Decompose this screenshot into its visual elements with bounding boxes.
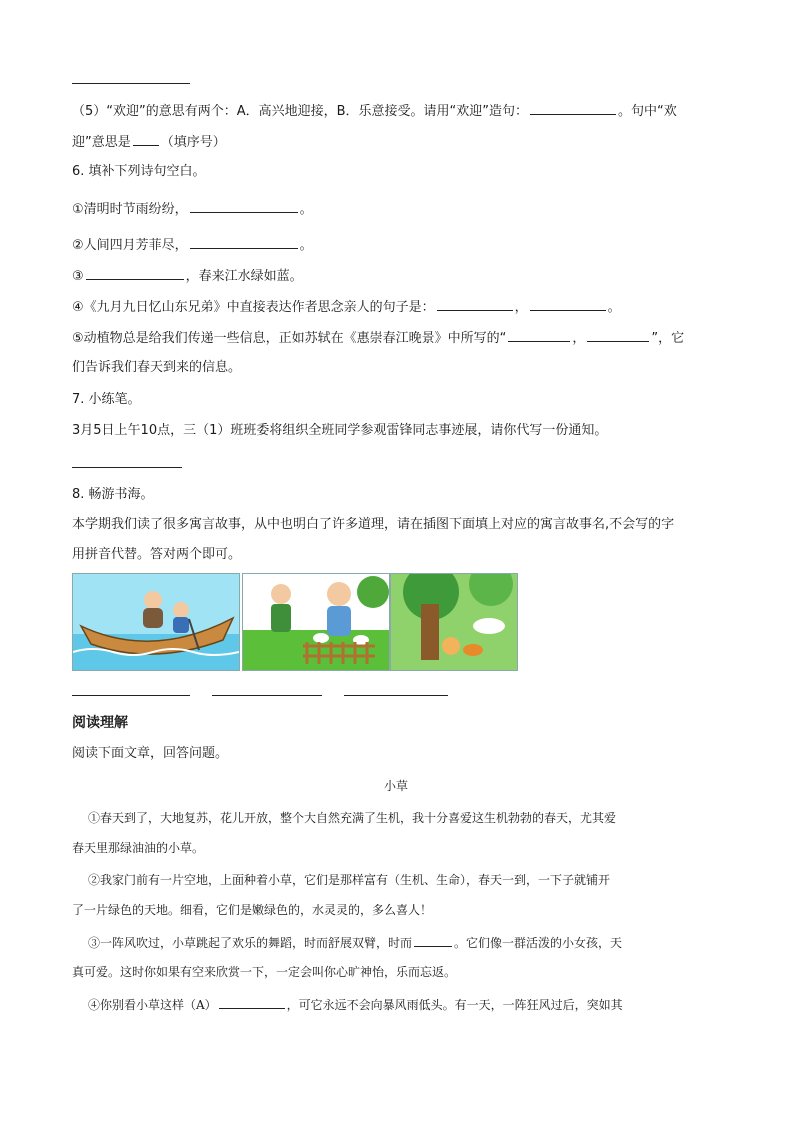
para-3-text-a: ③一阵风吹过，小草跳起了欢乐的舞蹈，时而舒展双臂，时而 bbox=[88, 936, 413, 950]
poem-3-text: ，春来江水绿如蓝。 bbox=[185, 269, 303, 284]
poem-4-blank-1[interactable] bbox=[437, 296, 513, 311]
sheep-pen-icon bbox=[243, 574, 389, 670]
para-4-text-b: ，可它永远不会向暴风雨低头。有一天，一阵狂风过后，突如其 bbox=[286, 998, 623, 1012]
para-3-line-1 bbox=[88, 932, 622, 953]
boat-fable-illustration bbox=[72, 573, 240, 671]
reading-instruction: 阅读下面文章，回答问题。 bbox=[72, 746, 229, 761]
para-3-line-2: 真可爱。这时你如果有空来欣赏一下，一定会叫你心旷神怡，乐而忘返。 bbox=[72, 965, 457, 979]
question-8-text-1: 本学期我们读了很多寓言故事，从中也明白了许多道理，请在插图下面填上对应的寓言故事名,不会写的字 bbox=[72, 517, 675, 532]
poem-1-end: 。 bbox=[299, 202, 313, 217]
poem-5-text-b: ”，它 bbox=[651, 331, 685, 346]
answer-line bbox=[72, 83, 190, 84]
poem-4-comma: ， bbox=[514, 300, 528, 315]
tree-fable-illustration bbox=[390, 573, 518, 671]
question-6-title: 6. 填补下列诗句空白。 bbox=[72, 164, 206, 179]
question-7-text: 3月5日上午10点，三（1）班班委将组织全班同学参观雷锋同志事迹展，请你代写一份通知。 bbox=[72, 423, 608, 438]
q5-text-a: （5）“欢迎”的意思有两个：A．高兴地迎接，B．乐意接受。请用“欢迎”造句： bbox=[72, 104, 529, 119]
boat-scene-icon bbox=[73, 574, 239, 670]
poem-line-5 bbox=[72, 327, 684, 349]
question-5-line-1 bbox=[72, 100, 677, 122]
sheep-fable-illustration bbox=[242, 573, 390, 671]
poem-3-marker: ③ bbox=[72, 269, 84, 284]
poem-5-text: ⑤动植物总是给我们传递一些信息，正如苏轼在《惠崇春江晚景》中所写的“ bbox=[72, 331, 507, 346]
reading-heading: 阅读理解 bbox=[72, 715, 128, 731]
para-1-line-1: ①春天到了，大地复苏，花儿开放，整个大自然充满了生机，我十分喜爱这生机勃勃的春天，尤其爱 bbox=[88, 811, 617, 825]
poem-3-blank[interactable] bbox=[86, 265, 184, 280]
para-2-line-1: ②我家门前有一片空地，上面种着小草，它们是那样富有（生机、生命），春天一到，一下子就铺开 bbox=[88, 873, 611, 887]
poem-1-blank[interactable] bbox=[190, 198, 298, 213]
para-4-blank-a[interactable] bbox=[219, 994, 285, 1009]
para-4-text-a: ④你别看小草这样（A） bbox=[88, 998, 217, 1012]
poem-4-text: ④《九月九日忆山东兄弟》中直接表达作者思念亲人的句子是： bbox=[72, 300, 435, 315]
q5-sentence-blank[interactable] bbox=[530, 100, 616, 115]
q5-text-b: 。句中“欢 bbox=[618, 104, 677, 119]
story-title: 小草 bbox=[384, 779, 409, 793]
poem-4-blank-2[interactable] bbox=[530, 296, 606, 311]
tree-stump-icon bbox=[391, 574, 517, 670]
poem-line-5-cont: 们告诉我们春天到来的信息。 bbox=[72, 360, 242, 375]
fable-answer-line-2[interactable] bbox=[212, 695, 322, 696]
question-5-line-2 bbox=[72, 131, 226, 153]
question-8-title: 8. 畅游书海。 bbox=[72, 487, 154, 502]
poem-2-end: 。 bbox=[299, 238, 313, 253]
q5-choice-blank[interactable] bbox=[133, 131, 159, 146]
poem-5-comma: ， bbox=[572, 331, 586, 346]
poem-line-3 bbox=[72, 265, 303, 287]
para-3-blank[interactable] bbox=[414, 932, 452, 947]
q5-text-c: 迎”意思是 bbox=[72, 135, 131, 150]
poem-line-2 bbox=[72, 234, 313, 256]
para-4-line-1 bbox=[88, 994, 623, 1015]
poem-5-blank-1[interactable] bbox=[508, 327, 570, 342]
para-1-line-2: 春天里那绿油油的小草。 bbox=[72, 841, 205, 855]
question-8-text-2: 用拼音代替。答对两个即可。 bbox=[72, 547, 242, 562]
para-3-text-b: 。它们像一群活泼的小女孩，天 bbox=[454, 936, 623, 950]
question-7-title: 7. 小练笔。 bbox=[72, 392, 141, 407]
poem-line-1 bbox=[72, 198, 313, 220]
q7-answer-line[interactable] bbox=[72, 467, 182, 468]
para-2-line-2: 了一片绿色的天地。细看，它们是嫩绿色的，水灵灵的，多么喜人！ bbox=[72, 903, 433, 917]
fable-answer-line-3[interactable] bbox=[344, 695, 448, 696]
poem-5-blank-2[interactable] bbox=[587, 327, 649, 342]
poem-2-text: ②人间四月芳菲尽， bbox=[72, 238, 188, 253]
poem-line-4 bbox=[72, 296, 621, 318]
q5-text-d: （填序号） bbox=[160, 135, 226, 150]
poem-1-text: ①清明时节雨纷纷， bbox=[72, 202, 188, 217]
poem-2-blank[interactable] bbox=[190, 234, 298, 249]
fable-answer-line-1[interactable] bbox=[72, 695, 190, 696]
poem-4-end: 。 bbox=[607, 300, 621, 315]
